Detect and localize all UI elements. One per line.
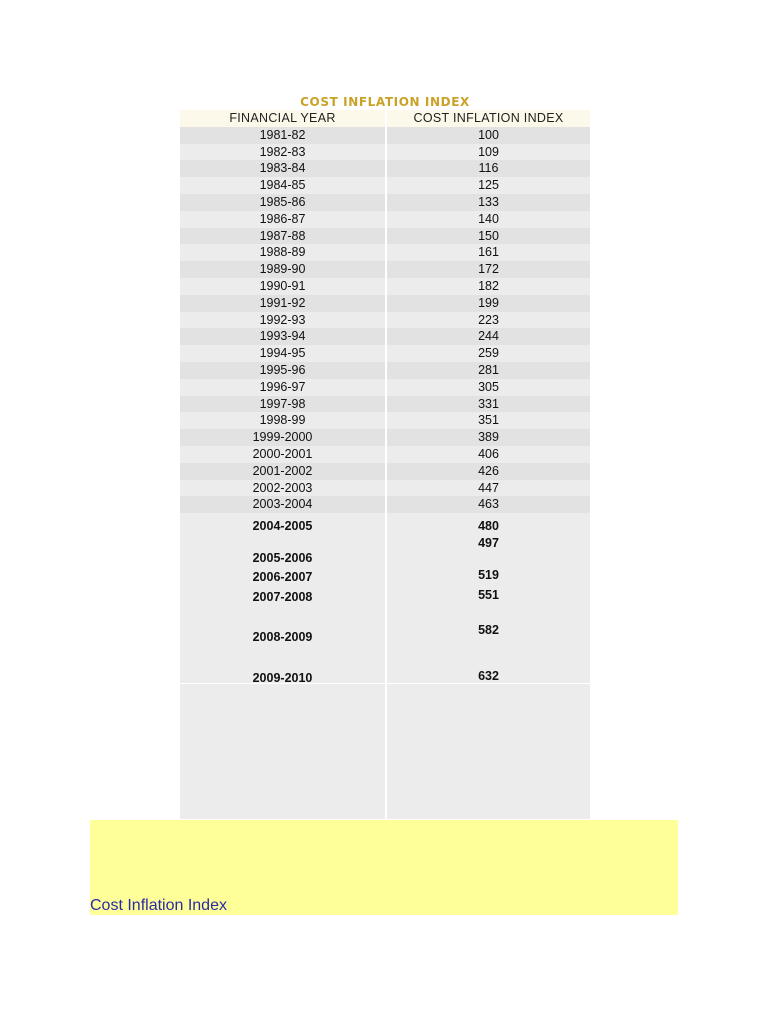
financial-year-cell: 1992-93 [180,312,385,329]
table-row [180,463,590,480]
index-value-cell: 100 [387,127,590,144]
financial-year-cell: 1991-92 [180,295,385,312]
table-title: COST INFLATION INDEX [300,95,470,109]
table-row [180,379,590,396]
index-value-cell: 223 [387,312,590,329]
table-row [180,396,590,413]
financial-year-cell: 2004-2005 [252,519,313,534]
financial-year-cell: 1990-91 [180,278,385,295]
financial-year-cell: 1989-90 [180,261,385,278]
financial-year-cell: 1986-87 [180,211,385,228]
table-header-row [180,110,590,127]
financial-year-cell: 2002-2003 [180,480,385,497]
index-value-cell: 519 [478,568,499,583]
index-value-cell: 172 [387,261,590,278]
financial-year-cell: 1993-94 [180,328,385,345]
table-row [180,127,590,144]
table-empty-area [180,683,590,819]
table-row [180,412,590,429]
index-value-cell: 480 [478,519,499,534]
index-value-cell: 351 [387,412,590,429]
index-value-cell: 133 [387,194,590,211]
financial-year-cell: 1995-96 [180,362,385,379]
financial-year-cell: 1988-89 [180,244,385,261]
index-value-cell: 551 [478,588,499,603]
table-body [180,127,590,513]
financial-year-cell: 2007-2008 [252,590,313,605]
index-value-cell: 497 [478,536,499,551]
financial-year-cell: 1984-85 [180,177,385,194]
financial-year-cell: 1981-82 [180,127,385,144]
financial-year-cell: 1996-97 [180,379,385,396]
index-value-cell: 426 [387,463,590,480]
financial-year-cell: 1999-2000 [180,429,385,446]
bold-year-column [180,513,385,686]
table-row [180,295,590,312]
index-value-cell: 140 [387,211,590,228]
financial-year-cell: 1983-84 [180,160,385,177]
table-row [180,228,590,245]
index-value-cell: 305 [387,379,590,396]
table-row [180,177,590,194]
table-row [180,144,590,161]
index-value-cell: 259 [387,345,590,362]
table-row [180,429,590,446]
financial-year-cell: 1994-95 [180,345,385,362]
table-row [180,160,590,177]
index-value-cell: 406 [387,446,590,463]
index-value-cell: 125 [387,177,590,194]
table-row [180,345,590,362]
index-value-cell: 244 [387,328,590,345]
index-value-cell: 463 [387,496,590,513]
financial-year-cell: 1997-98 [180,396,385,413]
financial-year-cell: 2009-2010 [252,671,313,686]
header-cost-inflation-index: COST INFLATION INDEX [387,110,590,127]
index-value-cell: 182 [387,278,590,295]
bold-index-column [387,513,590,683]
index-value-cell: 109 [387,144,590,161]
financial-year-cell: 2005-2006 [252,551,313,566]
financial-year-cell: 1998-99 [180,412,385,429]
financial-year-cell: 1985-86 [180,194,385,211]
cost-inflation-index-link[interactable]: Cost Inflation Index [90,897,227,914]
table-row [180,211,590,228]
cost-inflation-table [180,110,590,819]
financial-year-cell: 1982-83 [180,144,385,161]
index-value-cell: 632 [478,669,499,684]
table-row [180,261,590,278]
financial-year-cell: 2001-2002 [180,463,385,480]
table-row [180,312,590,329]
financial-year-cell: 2000-2001 [180,446,385,463]
financial-year-cell: 2003-2004 [180,496,385,513]
index-value-cell: 116 [387,160,590,177]
financial-year-cell: 2006-2007 [252,570,313,585]
index-value-cell: 281 [387,362,590,379]
index-value-cell: 150 [387,228,590,245]
index-value-cell: 331 [387,396,590,413]
table-row [180,194,590,211]
table-row [180,328,590,345]
table-row [180,496,590,513]
financial-year-cell: 1987-88 [180,228,385,245]
index-value-cell: 199 [387,295,590,312]
table-row [180,480,590,497]
table-row [180,244,590,261]
index-value-cell: 582 [478,623,499,638]
financial-year-cell: 2008-2009 [252,630,313,645]
header-financial-year: FINANCIAL YEAR [180,110,385,127]
table-bold-rows [180,513,590,686]
index-value-cell: 389 [387,429,590,446]
index-value-cell: 447 [387,480,590,497]
empty-cell-year [180,683,385,819]
index-value-cell: 161 [387,244,590,261]
table-row [180,278,590,295]
table-row [180,446,590,463]
table-row [180,362,590,379]
empty-cell-index [387,683,590,819]
